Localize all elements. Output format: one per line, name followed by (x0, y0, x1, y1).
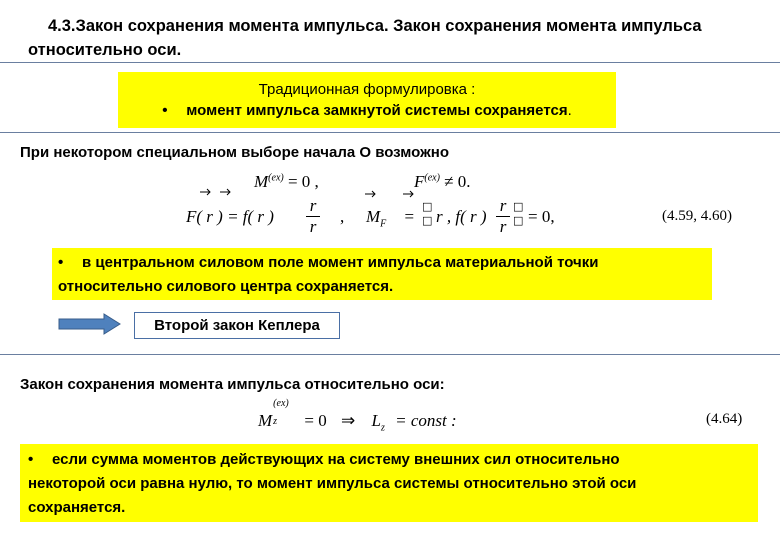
title-line-2: относительно оси. (28, 41, 182, 59)
axis-condition-box (20, 444, 758, 522)
eq3-l: L (371, 411, 381, 430)
bullet-icon: • (58, 254, 64, 271)
equation-number-464: (4.64) (706, 411, 743, 427)
inner-fraction-numerator: r (499, 196, 507, 215)
title-line-1: 4.3.Закон сохранения момента импульса. Закон сохранения момента импульса (48, 17, 702, 35)
axis-condition-line-1: если сумма моментов действующих на систему внешних сил относительно (52, 451, 620, 468)
divider-top (0, 62, 780, 63)
central-field-line-1: в центральном силовом поле момент импульса материальной точки (82, 254, 599, 271)
eq3-m: M (258, 411, 273, 430)
eq1-f: F (414, 172, 425, 191)
eq2-rhs: = 0, (528, 207, 555, 226)
eq1-f-sup: (ex) (424, 172, 440, 184)
eq2-lhs: F( r ) = f( r ) (186, 207, 274, 226)
fraction-r-r-inner (496, 196, 510, 237)
eq2-comma: , (340, 207, 345, 226)
equation-axis-conservation (258, 398, 457, 434)
eq2-equals: = (404, 207, 415, 226)
axis-condition-line-2: некоторой оси равна нулю, то момент импульса системы относительно этой оси (28, 475, 637, 492)
traditional-formulation-box (118, 72, 616, 128)
traditional-text: момент импульса замкнутой системы сохраняется (186, 102, 568, 119)
equation-f-ex (414, 172, 471, 192)
eq3-rhs: = const : (395, 411, 457, 430)
equation-m-f (366, 207, 414, 229)
eq3-m-sup: (ex) (273, 398, 289, 409)
kepler-second-law-label: Второй закон Кеплера (134, 312, 340, 339)
axis-condition-line-3: сохраняется. (28, 499, 126, 516)
central-field-box (52, 248, 712, 300)
divider-2 (0, 132, 780, 133)
equation-m-ex (254, 172, 319, 192)
placeholder-glyph: □ (513, 214, 524, 227)
eq3-m-sub: z (273, 416, 278, 427)
traditional-period: . (567, 102, 572, 119)
eq3-l-sub: z (380, 422, 385, 434)
fraction-r-r (306, 196, 320, 237)
axis-law-heading: Закон сохранения момента импульса относительно оси: (20, 376, 445, 393)
bullet-icon: • (28, 451, 34, 468)
equation-number-459-460: (4.59, 4.60) (662, 208, 732, 224)
eq1-m-sup: (ex) (268, 172, 284, 184)
bullet-icon: • (162, 102, 168, 119)
equation-central-force (186, 207, 274, 227)
fraction-denominator: r (306, 216, 320, 237)
inner-fraction-denominator: r (496, 216, 510, 237)
placeholder-glyph: □ (513, 200, 524, 213)
implies-icon: ⇒ (341, 411, 356, 430)
placeholder-glyph: □ (422, 214, 433, 227)
traditional-statement (118, 100, 616, 122)
placeholder-glyph: □ (422, 200, 433, 213)
eq2-inner: r , f( r ) (436, 207, 487, 226)
intro-text: При некотором специальном выборе начала О возможно (20, 144, 449, 161)
page-title (28, 14, 748, 62)
eq1-m-rhs: = 0 , (287, 172, 319, 191)
central-field-line-2: относительно силового центра сохраняется. (58, 278, 394, 295)
traditional-heading: Традиционная формулировка : (258, 81, 476, 98)
eq1-m: M (254, 172, 269, 191)
divider-3 (0, 354, 780, 355)
eq2-mf: M (366, 207, 381, 226)
vector-arrow-icon (198, 184, 258, 202)
fraction-numerator: r (309, 196, 317, 215)
eq1-f-rhs: ≠ 0. (444, 172, 471, 191)
eq2-mf-sub: F (380, 218, 387, 230)
right-arrow-icon (58, 313, 122, 340)
eq3-equals: = 0 (304, 411, 327, 430)
